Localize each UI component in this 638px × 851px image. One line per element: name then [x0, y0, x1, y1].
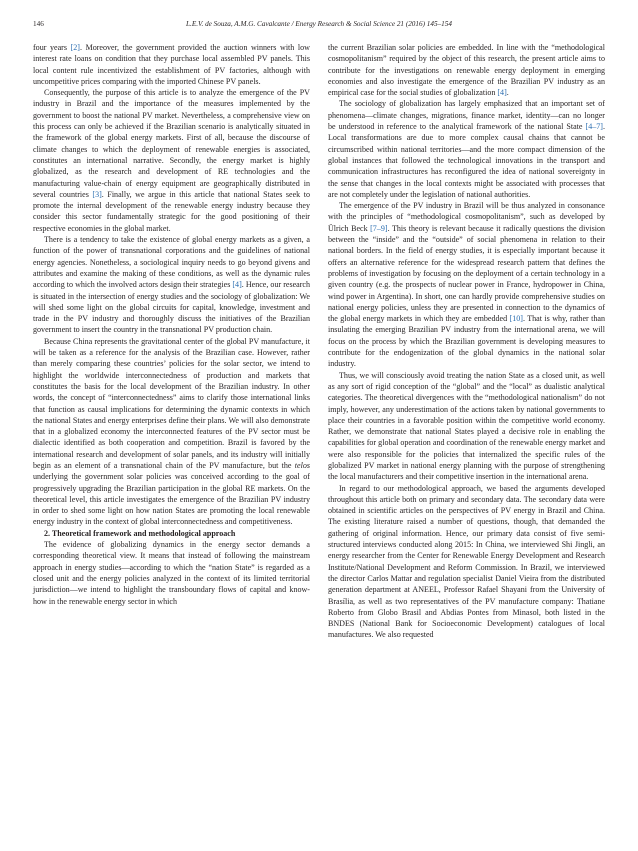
citation-link[interactable]: [10]	[509, 314, 523, 324]
page-number: 146	[33, 20, 44, 28]
citation-link[interactable]: [4]	[497, 88, 507, 98]
body-paragraph	[33, 87, 310, 234]
text-run: . Finally, we argue in this article that national States seek to promote the internal development of the renewable energy industry because they consider this sector fundamentally strategic for the good positioning of their respective economies in the global market.	[33, 189, 310, 233]
body-paragraph	[328, 370, 605, 483]
body-paragraph	[33, 42, 310, 87]
text-run: . Moreover, the government provided the auction winners with low interest rate loans on condition that they purchase local assembled PV panels. This local content rule incentivized the establishment of PV factories, although with uncompetitive prices comparing with the imported Chinese PV panels.	[33, 43, 310, 86]
body-paragraph	[328, 200, 605, 369]
text-run: There is a tendency to take the existence of global energy markets as a given, a function of the power of transnational corporations and the guidelines of national energy agencies. Nonetheless, a sociological inquiry needs to go beyond givens and attributes and examine the making of these conditions, as well as the dynamic rules according to which the involved actors design their strategies	[33, 235, 310, 290]
left-column	[33, 42, 310, 607]
citation-link[interactable]: [7–9]	[370, 223, 388, 233]
body-paragraph	[33, 336, 310, 528]
citation-link[interactable]: [3]	[92, 189, 102, 199]
text-run: The sociology of globalization has largely emphasized that an important set of phenomena—climate changes, migrations, finance market, identity—can no longer be understood in reference to the analytical framework of the national State	[328, 99, 605, 132]
page-header	[33, 20, 605, 32]
text-run: Thus, we will consciously avoid treating the nation State as a closed unit, as well as any sort of rigid conception of the “global” and the “local” as dualistic analytical categories. The theoretical divergences with the “methodological nationalism” do not imply, however, any underestimation of the actions taken by national governments to place their countries in a favorable position within the competitive world economy. Rather, we demonstrate that national States played a decisive role in enabling the capabilities for global operation and coordination of the renewable energy market and were also responsible for the policies that internalized the specific rules of the globalized PV market in national energy planning with the purpose of strengthening the local manufacturers and their competitive insertion in the international arena.	[328, 370, 605, 482]
body-paragraph	[328, 483, 605, 641]
text-run: Because China represents the gravitational center of the global PV manufacture, it will be taken as a reference for the analysis of the Brazilian case. However, rather than merely comparing these countries’ policies for the solar sector, we intend to highlight the worldwide interconnectedness of production and markets that constitutes the basis for the local development of the Brazilian industry. In other words, the concept of “interconnectedness” aims to clarify those international links that function as causal implications for determining the dynamic contexts in which the national States and energy enterprises define their plans. We will also demonstrate that in a globalized economy the interconnected features of the PV sector must be dialectic identified as both cooperation and competition. Brazil is favored by the international research and development of solar panels, and its industry will initially begin as an element of a transnational chain of the PV manufacture, but the	[33, 336, 310, 470]
text-run: The emergence of the PV industry in Brazil will be thus analyzed in consonance with the principles of “methodological cosmopolitanism”, such as developed by Ülrich Beck	[328, 201, 605, 233]
section-heading	[33, 528, 310, 539]
citation-link[interactable]: [2]	[70, 43, 80, 52]
citation-link[interactable]: [4–7]	[585, 122, 603, 132]
citation-link[interactable]: [4]	[232, 280, 242, 290]
body-paragraph	[328, 98, 605, 200]
text-run: . Local transformations are due to more complex causal chains that cannot be circumscribed within national territories—and the more compact dimension of the global instances that followed the technological innovations in the transport and communication infrastructures has reconfigured the idea of national sovereignty in the sense that changes in the local contexts might be associated with processes that are not completely under the legislation of national authorities.	[328, 122, 605, 199]
text-run: underlying the government solar policies was conceived according to the goal of progressively upgrading the Brazilian participation in the global RE markets. On the theoretical level, this article investigates the emergence of the Brazilian PV industry in order to shed some light on how nation States are promoting the local renewable energy industry in the context of global interconnectedness and competitiveness.	[33, 472, 310, 527]
text-run: the current Brazilian solar policies are embedded. In line with the “methodological cosmopolitanism” required by the object of this research, the present article aims to contribute for the investigations on renewable energy deployment in emerging economies and also investigate the emergence of the Brazilian PV industry as an empirical case for the social studies of globalization	[328, 43, 605, 98]
text-run: Consequently, the purpose of this article is to analyze the emergence of the PV industry in Brazil and the importance of the measures implemented by the government to boost the national PV market. Nevertheless, a comprehensive view on this process can only be achieved if the Brazilian scenario is analytically situated in the framework of the global energy markets. First of all, because the discourse of climate changes to which the deployment of renewable energies is associated, constitutes an international narrative. Secondly, the energy market is highly globalized, as the research and development of RE technologies and the manufacturing value-chain of energy equipment are geographically distributed in several countries	[33, 88, 310, 199]
right-column	[328, 42, 605, 641]
text-run: four years	[33, 43, 71, 52]
text-run: . Hence, our research is situated in the intersection of energy studies and the sociology of globalization: We will shed some light on the global circuits for capital, knowledge, investment and trade in the PV industry and thoroughly discuss the initiatives of the Brazilian government to insert the country in the transnational PV production chain.	[33, 280, 310, 335]
text-run: . That is why, rather than insulating the emerging Brazilian PV industry from the international arena, we will focus on the process by which the Brazilian government is developing measures to contribute for the endogenization of the global dynamics in the national solar industry.	[328, 314, 605, 369]
body-paragraph	[33, 539, 310, 607]
text-run: In regard to our methodological approach, we based the arguments developed throughout this article both on primary and secondary data. The secondary data were obtained in scientific articles on the perspectives of PV energy in Brazil and China. The existing literature raised a number of questions, though, that demanded the gathering of original information. Hence, our primary data consist of five semi-structured interviews conducted along 2015: In China, we interviewed Shi Jingli, an energy researcher from the Center for Renewable Energy Development and Research Institute/National Development and Reform Commission. In Brazil, we interviewed the director Carlos Mattar and regulation specialist Daniel Vieira from the distributed generation department at ANEEL, Professor Rafael Shayani from the University of Brasília, as well as two representatives of the PV manufacture company: Thatiane Roberto from Globo Brasil and Abdias Pontes from Minasol, both listed in the BNDES (National Bank for Socioeconomic Development) catalogues of local manufactures. We also requested	[328, 483, 605, 640]
body-paragraph	[328, 42, 605, 98]
text-run: . This theory is relevant because it radically questions the division between the “inside” and the “outside” of social phenomena in relation to their national borders. In the field of energy studies, it is especially important because it offers an alternative reference for the widespread research pattern that defines the problems of investigation by focusing on the deployment of a certain technology in a given country (e.g. the prospects of nuclear power in France, hydropower in China, wind power in Argentina). In short, one can hardly provide comprehensive studies on national energy policies, unless they are presented in connection to the dynamics of the global energy markets in which they are embedded	[328, 223, 605, 324]
emphasis-text: telos	[294, 460, 310, 470]
body-paragraph	[33, 234, 310, 336]
running-head: L.E.V. de Souza, A.M.G. Cavalcante / Energy Research & Social Science 21 (2016) 145–154	[186, 20, 452, 28]
text-run: .	[506, 88, 509, 98]
text-run: The evidence of globalizing dynamics in the energy sector demands a corresponding theoretical view. It means that instead of following the mainstream approach in energy studies—according to which the “nation State” is regarded as a closed unit and the energy policies analyzed in the context of its limited territorial jurisdiction—we intend to highlight the transboundary flows of capital and know-how in the renewable energy sector in which	[33, 540, 310, 606]
text-run: 2. Theoretical framework and methodological approach	[44, 528, 236, 538]
